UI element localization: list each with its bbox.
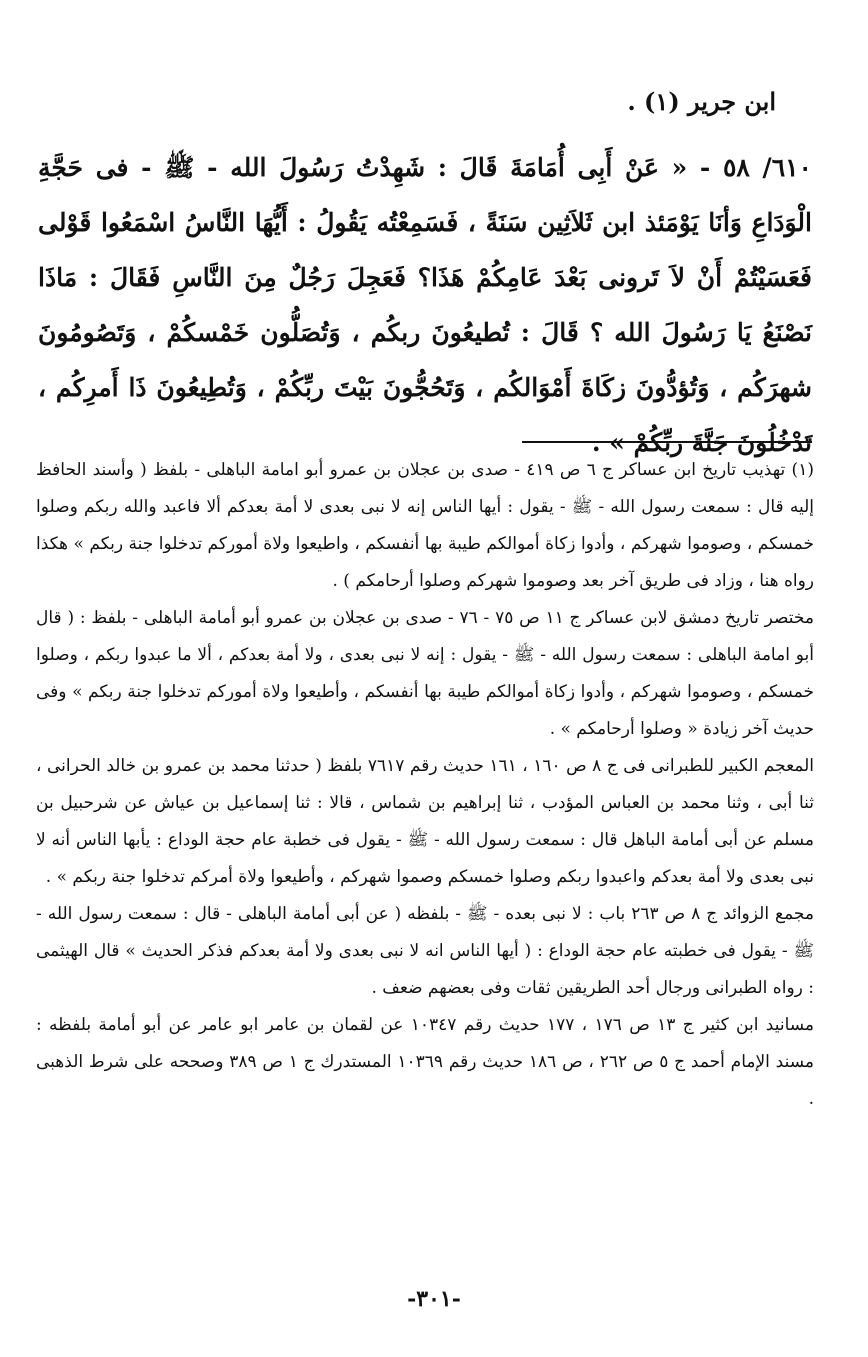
footnote-paragraph: مختصر تاريخ دمشق لابن عساكر ج ١١ ص ٧٥ - ٧٦ - صدى بن عجلان بن عمرو أبو أمامة الباهلى - بلفظ : ( قال أبو امامة الباهلى : سمعت رسول الله - ﷺ - يقول : إنه لا نبى بعدى ، ولا أمة بعدكم ، ألا ما عبدوا ربكم ، وصلوا خمسكم ، وصوموا شهركم ، وأدوا زكاة أموالكم طيبة بها أنفسكم ، وأطيعوا ولاة أموركم تدخلوا جنة ربكم » وفى حديث آخر زيادة « وصلوا أرحامكم » . [36,608,814,739]
footnote-separator [522,441,812,443]
hadith-text: ٦١٠/ ٥٨ - « عَنْ أَبِى أُمَامَةَ قَالَ : شَهِدْتُ رَسُولَ الله - ﷺ - فى حَجَّةِ الْوَدَاعِ وَأنَا يَوْمَئذ ابن ثَلاَثِين سَنَةً ، فَسَمِعْتُه يَقُولُ : أَيُّهَا النَّاسُ اسْمَعُوا قَوْلى فَعَسَيْتُمْ أَنْ لاَ تَرونى بَعْدَ عَامِكُمْ هَذَا؟ فَعَجِلَ رَجُلٌ مِنَ النَّاسِ فَقَالَ : مَاذَا نَصْنَعُ يَا رَسُولَ الله ؟ قَالَ : تُطيعُونَ ربكُم ، وَتُصَلُّون خَمْسكُمْ ، وَتَصُومُونَ شهرَكُم ، وَتُؤدُّونَ زكَاةَ أَمْوَالكُم ، وَتَحُجُّونَ بَيْتَ ربِّكُمْ ، وَتُطِيعُونَ ذَا أَمرِكُم ، تَدْخُلُونَ جَنَّةَ ربِّكُمْ » . [38,153,812,457]
intro-line: ابن جرير (١) . [627,87,776,116]
footnote-paragraph: مجمع الزوائد ج ٨ ص ٢٦٣ باب : لا نبى بعده - ﷺ - بلفظه ( عن أبى أمامة الباهلى - قال : سمعت رسول الله - ﷺ - يقول فى خطبته عام حجة الوداع : ( أيها الناس انه لا نبى بعدى ولا أمة بعدكم فذكر الحديث » قال الهيثمى : رواه الطبرانى ورجال أحد الطريقين ثقات وفى بعضهم ضعف . [36,904,814,998]
footnote-paragraph: المعجم الكبير للطبرانى فى ج ٨ ص ١٦٠ ، ١٦١ حديث رقم ٧٦١٧ بلفظ ( حدثنا محمد بن عمرو بن خالد الحرانى ، ثنا أبى ، وثنا محمد بن العباس المؤدب ، ثنا إبراهيم بن شماس ، قالا : ثنا إسماعيل بن عياش عن شرحبيل بن مسلم عن أبى أمامة الباهل قال : سمعت رسول الله - ﷺ - يقول فى خطبة عام حجة الوداع : يأبها الناس أنه لا نبى بعدى ولا أمة بعدكم واعبدوا ربكم وصلوا خمسكم وصموا شهركم ، وأطيعوا ولاة أمركم تدخلوا جنة ربكم » . [36,756,814,887]
page-number: -٣٠١- [407,1286,461,1312]
footnote-paragraph: مسانيد ابن كثير ج ١٣ ص ١٧٦ ، ١٧٧ حديث رقم ١٠٣٤٧ عن لقمان بن عامر ابو عامر عن أبو أمامة بلفظه : مسند الإمام أحمد ج ٥ ص ٢٦٢ ، ص ١٨٦ حديث رقم ١٠٣٦٩ المستدرك ج ١ ص ٣٨٩ وصححه على شرط الذهبى . [36,1015,815,1109]
footnotes [36,452,814,1118]
footnote-paragraph: (١) تهذيب تاريخ ابن عساكر ج ٦ ص ٤١٩ - صدى بن عجلان بن عمرو أبو امامة الباهلى - بلفظ ( وأسند الحافظ إليه قال : سمعت رسول الله - ﷺ - يقول : أيها الناس إنه لا نبى بعدى لا أمة بعدكم ألا فاعبد والله ربكم وصلوا خمسكم ، وصوموا شهركم ، وأدوا زكاة أموالكم طيبة بها أنفسكم ، واطيعوا ولاة أموركم تدخلوا جنة ربكم » هكذا رواه هنا ، وزاد فى طريق آخر بعد وصوموا شهركم وصلوا أرحامكم ) . [36,460,814,591]
